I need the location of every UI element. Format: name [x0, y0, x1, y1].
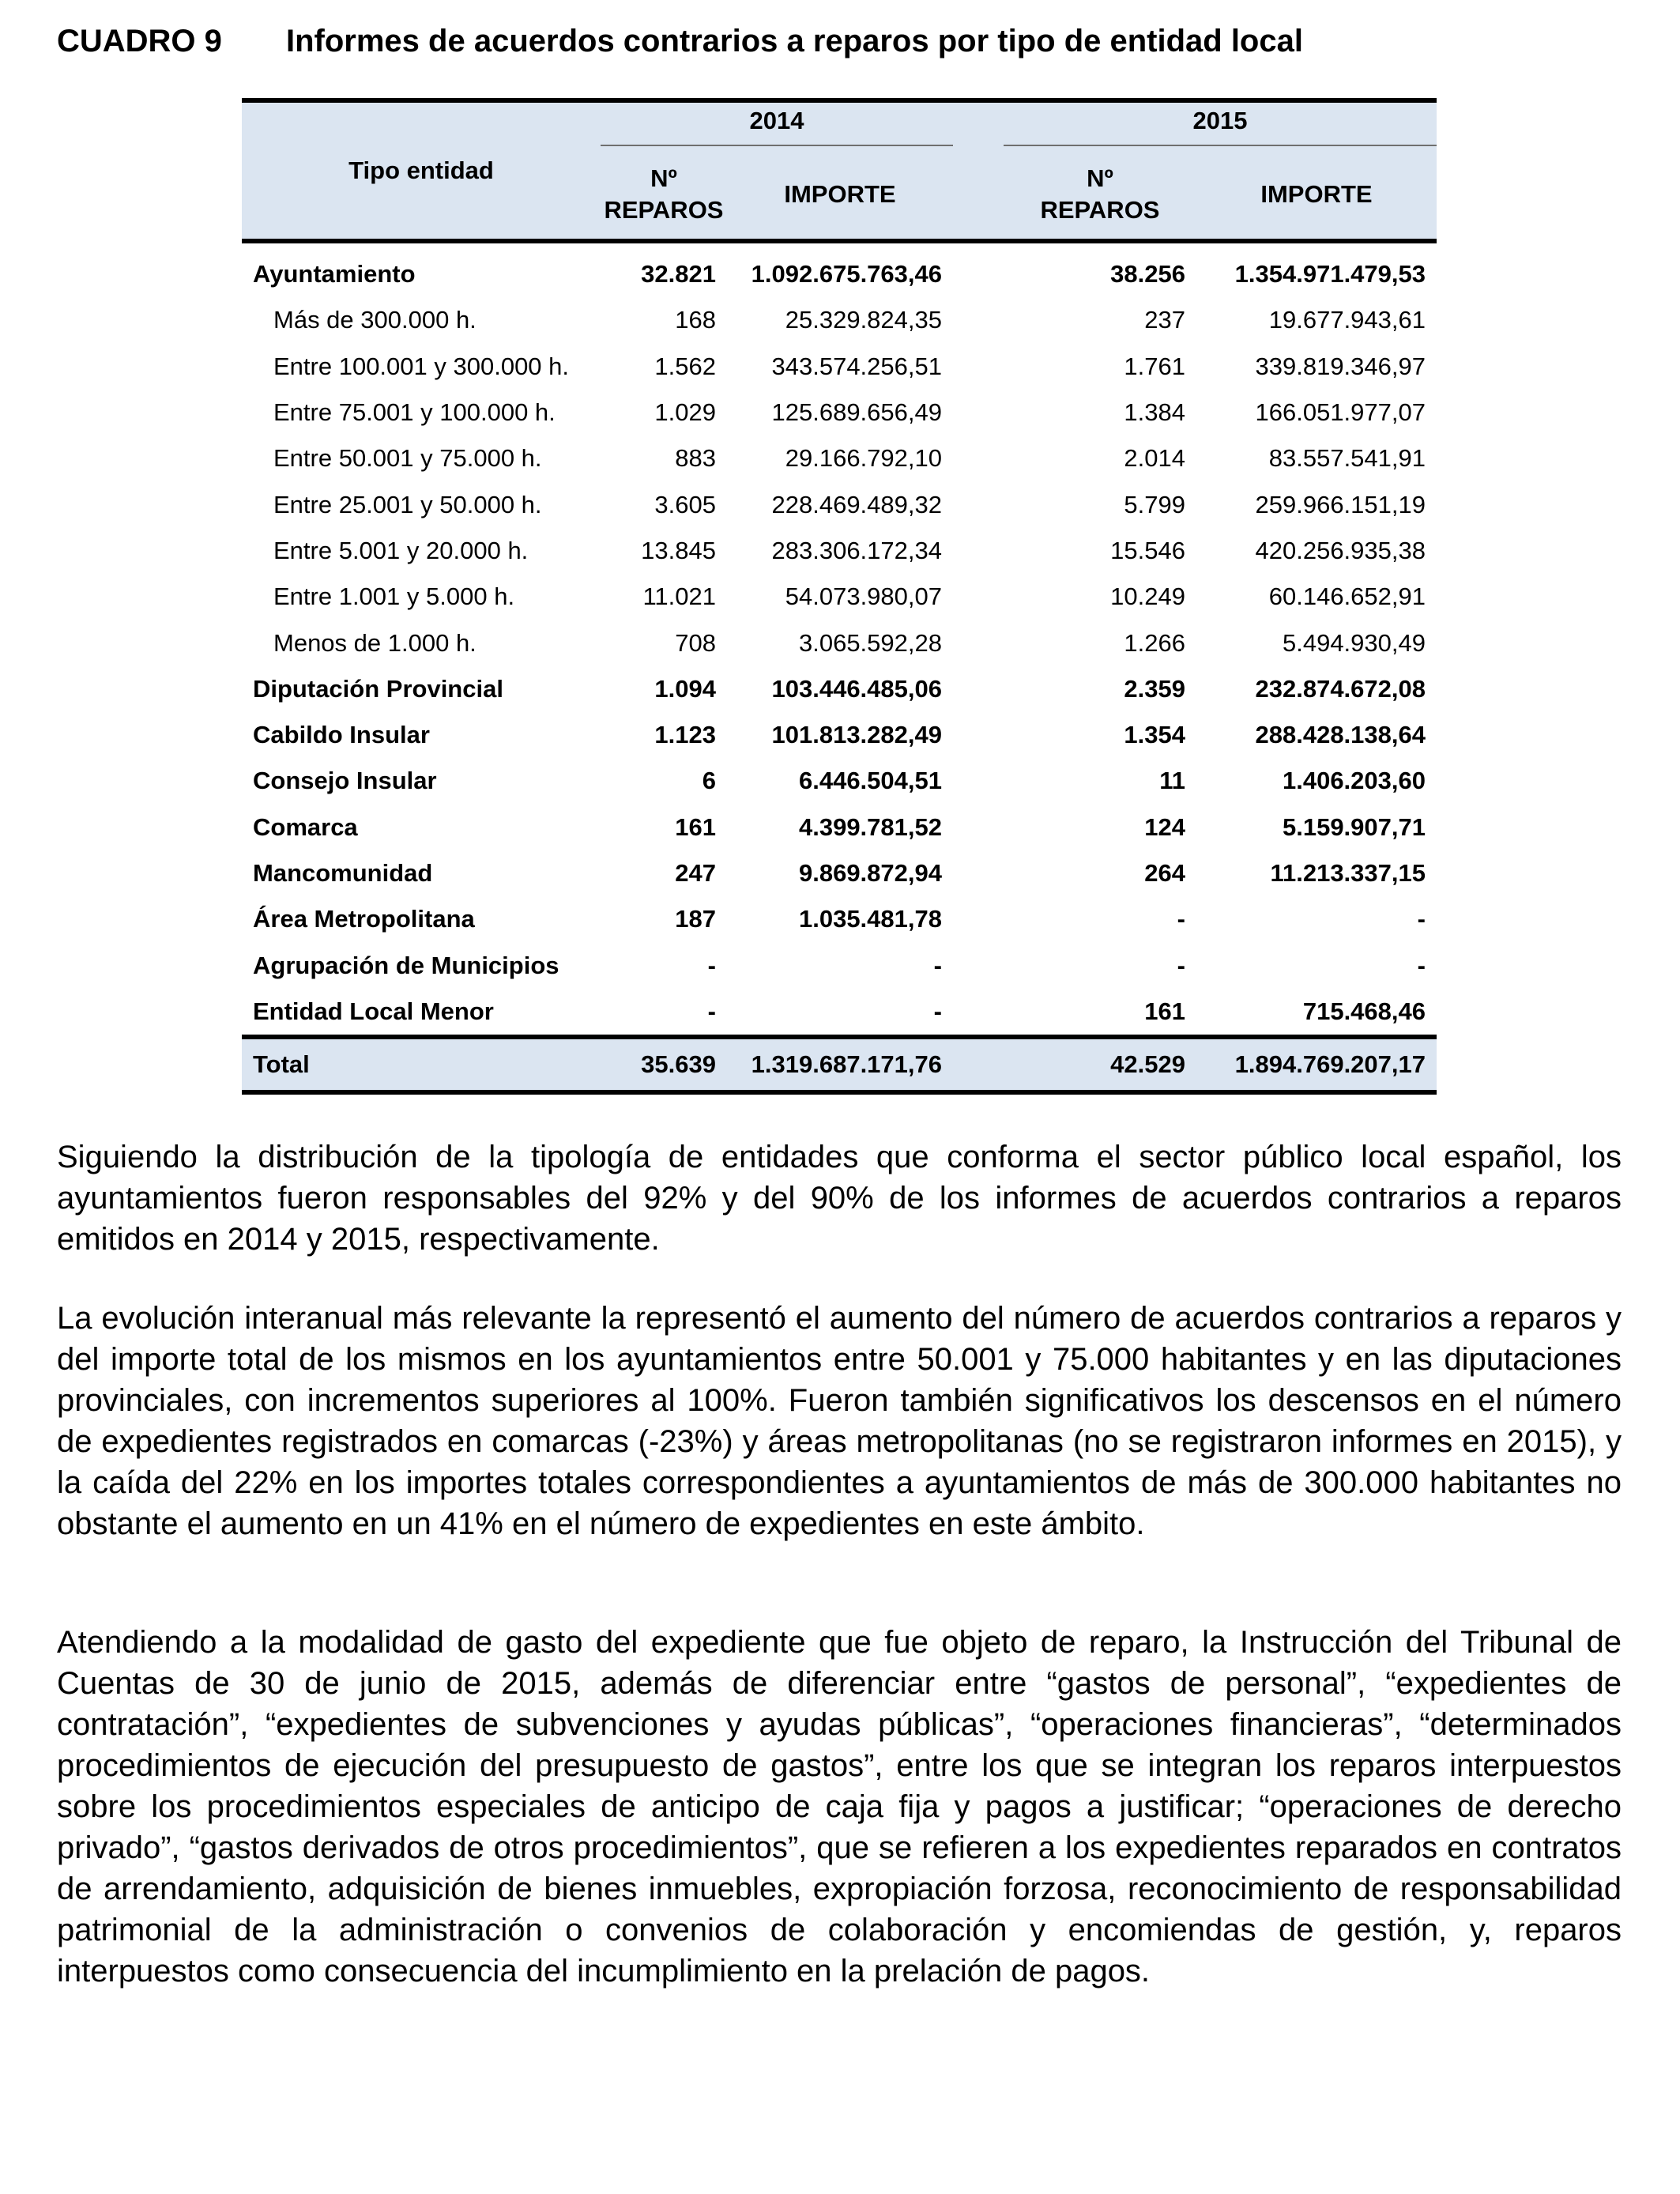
row-label: Consejo Insular	[253, 767, 437, 795]
row-label: Entidad Local Menor	[253, 997, 494, 1025]
row-label: Mancomunidad	[253, 859, 433, 887]
cell-n-2014: 13.845	[641, 536, 716, 564]
paragraph-distribution: Siguiendo la distribución de la tipología de entidades que conforma el sector público local español, los ayuntamientos fueron responsables del 92% y del 90% de los informes de acuerdos contrarios a reparos emitidos en 2014 y 2015, respectivamente.	[57, 1140, 1622, 1257]
cell-importe-2014: 29.166.792,10	[785, 444, 942, 473]
cell-importe-2014: 54.073.980,07	[785, 582, 942, 611]
cell-n-2015: -	[1177, 905, 1185, 933]
table-row	[242, 666, 1437, 712]
cell-importe-2015: 5.159.907,71	[1282, 812, 1426, 841]
cell-importe-2015: 19.677.943,61	[1268, 306, 1426, 334]
reparos-table	[242, 98, 1437, 1095]
cell-importe-2014: 9.869.872,94	[798, 859, 942, 887]
cell-importe-2014: -	[933, 997, 942, 1025]
row-label: Entre 1.001 y 5.000 h.	[273, 582, 515, 611]
table-header	[242, 100, 1437, 241]
cell-importe-2015: 288.428.138,64	[1255, 721, 1426, 749]
row-label: Agrupación de Municipios	[253, 951, 559, 979]
cell-n-2014: 32.821	[641, 260, 716, 288]
cell-n-2015: 2.014	[1124, 444, 1185, 473]
header-importe-2015: IMPORTE	[1196, 150, 1437, 241]
row-label: Menos de 1.000 h.	[273, 628, 477, 657]
cell-importe-2014: -	[933, 951, 942, 979]
header-n-reparos-2014: Nº REPAROS	[601, 150, 727, 241]
total-importe-2014: 1.319.687.171,76	[727, 1037, 953, 1092]
cell-importe-2014: 101.813.282,49	[771, 721, 942, 749]
table-row	[242, 620, 1437, 665]
cell-n-2014: 161	[675, 812, 716, 841]
cell-n-2015: 15.546	[1110, 536, 1185, 564]
table-caption	[57, 19, 1637, 63]
table-row	[242, 758, 1437, 804]
table-row	[242, 942, 1437, 988]
cell-n-2014: 1.029	[654, 398, 716, 427]
paragraph-modalidad: Atendiendo a la modalidad de gasto del expediente que fue objeto de reparo, la Instrucción del Tribunal de Cuentas de 30 de junio de 2015, además de diferenciar entre “gastos de personal”, “expedientes de contratación”, “expedientes de subvenciones y ayudas públicas”, “operaciones financieras”, “determinados procedimientos de ejecución del presupuesto de gastos”, entre los que se integran los reparos interpuestos sobre los procedimientos especiales de anticipo de caja fija y pagos a justificar; “operaciones de derecho privado”, “gastos derivados de otros procedimientos”, que se refieren a los expedientes reparados en contratos de arrendamiento, adquisición de bienes inmuebles, expropiación forzosa, reconocimiento de responsabilidad patrimonial de la administración o convenios de colaboración y encomiendas de gestión, y, reparos interpuestos como consecuencia del incumplimiento en la prelación de pagos.	[57, 1625, 1622, 1989]
cell-importe-2014: 283.306.172,34	[771, 536, 942, 564]
header-year-2015: 2015	[1004, 100, 1437, 150]
cell-n-2014: 1.094	[654, 674, 716, 703]
table-row	[242, 989, 1437, 1037]
cell-importe-2015: 1.406.203,60	[1282, 767, 1426, 795]
cell-n-2015: 11	[1159, 767, 1185, 795]
table-row	[242, 805, 1437, 850]
cell-importe-2015: 60.146.652,91	[1268, 582, 1426, 611]
cell-n-2014: 6	[702, 767, 716, 795]
cell-importe-2015: -	[1417, 951, 1426, 979]
cell-n-2015: 124	[1144, 812, 1185, 841]
cell-importe-2015: 339.819.346,97	[1255, 352, 1426, 380]
cell-n-2014: 883	[675, 444, 716, 473]
cell-n-2015: 1.266	[1124, 628, 1185, 657]
cell-n-2015: 10.249	[1110, 582, 1185, 611]
table-row	[242, 390, 1437, 435]
cell-importe-2015: 5.494.930,49	[1282, 628, 1426, 657]
cell-n-2014: 247	[675, 859, 716, 887]
header-n-reparos-2015: Nº REPAROS	[1004, 150, 1196, 241]
cell-n-2014: 3.605	[654, 490, 716, 518]
table-row	[242, 850, 1437, 896]
cell-importe-2015: 166.051.977,07	[1255, 398, 1426, 427]
total-n-2014: 35.639	[601, 1037, 727, 1092]
reparos-table-container	[242, 98, 1437, 1095]
total-row	[242, 1037, 1437, 1092]
cell-n-2015: -	[1177, 951, 1185, 979]
header-importe-2014: IMPORTE	[727, 150, 953, 241]
total-n-2015: 42.529	[1004, 1037, 1196, 1092]
total-label: Total	[242, 1037, 601, 1092]
table-body	[242, 241, 1437, 1092]
cell-importe-2014: 6.446.504,51	[798, 767, 942, 795]
header-tipo-entidad: Tipo entidad	[242, 100, 601, 241]
cell-importe-2014: 1.035.481,78	[798, 905, 942, 933]
cell-importe-2015: 232.874.672,08	[1255, 674, 1426, 703]
table-row	[242, 241, 1437, 297]
row-label: Entre 75.001 y 100.000 h.	[273, 398, 556, 427]
header-gap-2	[953, 150, 1004, 241]
cell-n-2015: 237	[1144, 306, 1185, 334]
row-label: Entre 100.001 y 300.000 h.	[273, 352, 570, 380]
paragraph-evolution: La evolución interanual más relevante la representó el aumento del número de acuerdos contrarios a reparos y del importe total de los mismos en los ayuntamientos entre 50.001 y 75.000 habitantes y en las diputaciones provinciales, con incrementos superiores al 100%. Fueron también significativos los descensos en el número de expedientes registrados en comarcas (-23%) y áreas metropolitanas (no se registraron informes en 2015), y la caída del 22% en los importes totales correspondientes a ayuntamientos de más de 300.000 habitantes no obstante el aumento en un 41% en el número de expedientes en este ámbito.	[57, 1301, 1622, 1541]
total-importe-2015: 1.894.769.207,17	[1196, 1037, 1437, 1092]
cell-n-2015: 264	[1144, 859, 1185, 887]
cell-importe-2014: 25.329.824,35	[785, 306, 942, 334]
cell-importe-2014: 103.446.485,06	[771, 674, 942, 703]
table-row	[242, 435, 1437, 481]
table-row	[242, 297, 1437, 343]
cell-n-2014: 708	[675, 628, 716, 657]
cell-n-2014: 1.562	[654, 352, 716, 380]
cell-n-2015: 2.359	[1124, 674, 1185, 703]
cell-importe-2015: 11.213.337,15	[1270, 859, 1426, 887]
cell-importe-2014: 1.092.675.763,46	[751, 260, 942, 288]
cell-n-2015: 161	[1144, 997, 1185, 1025]
cell-importe-2015: 83.557.541,91	[1268, 444, 1426, 473]
caption-text: Informes de acuerdos contrarios a reparos por tipo de entidad local	[286, 24, 1303, 58]
cell-n-2014: 11.021	[642, 582, 716, 611]
table-row	[242, 344, 1437, 390]
row-label: Entre 25.001 y 50.000 h.	[273, 490, 542, 518]
row-label: Ayuntamiento	[253, 260, 416, 288]
cell-n-2015: 1.354	[1124, 721, 1185, 749]
cell-importe-2014: 3.065.592,28	[798, 628, 942, 657]
header-year-2014: 2014	[601, 100, 953, 150]
cell-n-2015: 1.384	[1124, 398, 1185, 427]
cell-importe-2014: 4.399.781,52	[798, 812, 942, 841]
table-row	[242, 896, 1437, 942]
table-row	[242, 574, 1437, 620]
cell-n-2014: -	[707, 951, 716, 979]
row-label: Cabildo Insular	[253, 721, 430, 749]
cell-n-2014: 1.123	[654, 721, 716, 749]
row-label: Comarca	[253, 812, 358, 841]
row-label: Entre 50.001 y 75.000 h.	[273, 444, 542, 473]
row-label: Entre 5.001 y 20.000 h.	[273, 536, 529, 564]
cell-importe-2015: -	[1417, 905, 1426, 933]
table-row	[242, 528, 1437, 574]
table-row	[242, 481, 1437, 527]
cell-importe-2015: 1.354.971.479,53	[1234, 260, 1426, 288]
table-row	[242, 712, 1437, 758]
cell-n-2014: 187	[675, 905, 716, 933]
cell-n-2014: -	[707, 997, 716, 1025]
row-label: Área Metropolitana	[253, 905, 475, 933]
cell-n-2014: 168	[675, 306, 716, 334]
cell-importe-2015: 259.966.151,19	[1255, 490, 1426, 518]
cell-n-2015: 5.799	[1124, 490, 1185, 518]
cell-importe-2014: 228.469.489,32	[771, 490, 942, 518]
caption-number: CUADRO 9	[57, 24, 222, 58]
row-label: Más de 300.000 h.	[273, 306, 477, 334]
cell-importe-2015: 420.256.935,38	[1255, 536, 1426, 564]
cell-importe-2015: 715.468,46	[1302, 997, 1426, 1025]
cell-importe-2014: 125.689.656,49	[771, 398, 942, 427]
cell-n-2015: 38.256	[1110, 260, 1185, 288]
cell-n-2015: 1.761	[1124, 352, 1185, 380]
row-label: Diputación Provincial	[253, 674, 503, 703]
cell-importe-2014: 343.574.256,51	[771, 352, 942, 380]
header-gap	[953, 100, 1004, 150]
